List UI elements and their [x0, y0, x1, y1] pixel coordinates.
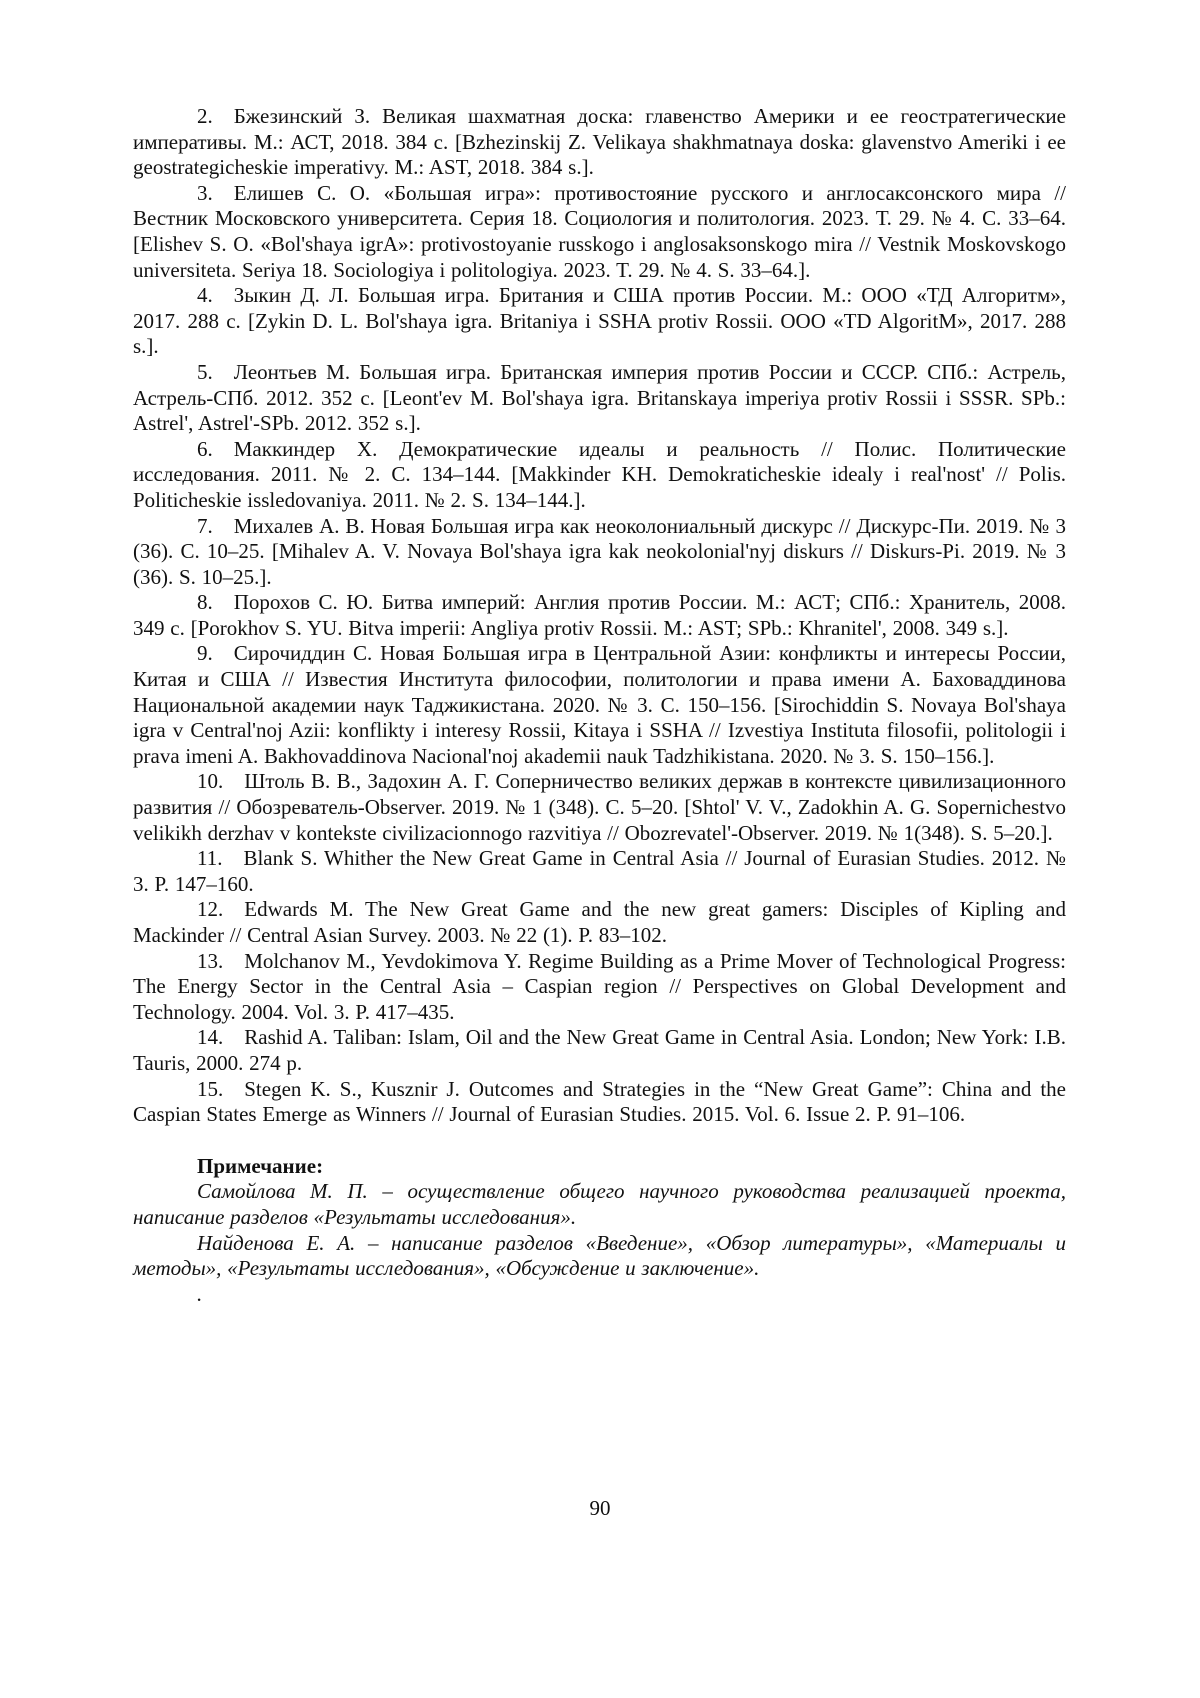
note-paragraph-contributor-2: Найденова Е. А. – написание разделов «Введение», «Обзор литературы», «Материалы и методы», «Результаты исследования», «Обсуждение и заключение».: [133, 1230, 1066, 1281]
page-number: 90: [589, 1496, 611, 1520]
reference-entry-12: 12. Edwards M. The New Great Game and the new great gamers: Disciples of Kipling and Mackinder // Central Asian Survey. 2003. № 22 (1). P. 83–102.: [133, 897, 1066, 947]
reference-entry-14: 14. Rashid A. Taliban: Islam, Oil and the New Great Game in Central Asia. London; New York: I.B. Tauris, 2000. 274 p.: [133, 1025, 1066, 1075]
reference-entry-8: 8. Порохов С. Ю. Битва империй: Англия против России. М.: АСТ; СПб.: Хранитель, 2008. 349 с. [Porokhov S. YU. Bitva imperii: Angliya protiv Rossii. M.: AST; SPb.: Khranitel', 2008. 349 s.].: [133, 590, 1066, 640]
reference-entry-3: 3. Елишев С. О. «Большая игра»: противостояние русского и англосаксонского мира // Вестник Московского университета. Серия 18. Социология и политология. 2023. Т. 29. № 4. С. 33–64. [Elishev S. O. «Bol'shaya igrA»: protivostoyanie russkogo i anglosaksonskogo mira // Vestnik Moskovskogo universiteta. Seriya 18. Sociologiya i politologiya. 2023. T. 29. № 4. S. 33–64.].: [133, 180, 1066, 282]
reference-entry-2: 2. Бжезинский З. Великая шахматная доска: главенство Америки и ее геостратегические императивы. М.: АСТ, 2018. 384 с. [Bzhezinskij Z. Velikaya shakhmatnaya doska: glavenstvo Ameriki i ee geostrategicheskie imperativy. M.: AST, 2018. 384 s.].: [133, 104, 1066, 180]
reference-entry-6: 6. Маккиндер Х. Демократические идеалы и реальность // Полис. Политические исследования. 2011. № 2. С. 134–144. [Makkinder KH. Demokraticheskie idealy i real'nost' // Polis. Politicheskie issledovaniya. 2011. № 2. S. 134–144.].: [133, 436, 1066, 512]
reference-entry-9: 9. Сирочиддин С. Новая Большая игра в Центральной Азии: конфликты и интересы России, Китая и США // Известия Института философии, политологии и права имени А. Баховаддинова Национальной академии наук Таджикистана. 2020. № 3. С. 150–156. [Sirochiddin S. Novaya Bol'shaya igra v Central'noj Azii: konflikty i interesy Rossii, Kitaya i SSHA // Izvestiya Instituta filosofii, politologii i prava imeni A. Bakhovaddinova Nacional'noj akademii nauk Tadzhikistana. 2020. № 3. S. 150–156.].: [133, 641, 1066, 768]
reference-entry-7: 7. Михалев А. В. Новая Большая игра как неоколониальный дискурс // Дискурс-Пи. 2019. № 3 (36). С. 10–25. [Mihalev A. V. Novaya Bol'shaya igra kak neokolonial'nyj diskurs // Diskurs-Pi. 2019. № 3 (36). S. 10–25.].: [133, 513, 1066, 589]
reference-entry-13: 13. Molchanov M., Yevdokimova Y. Regime Building as a Prime Mover of Technological Progress: The Energy Sector in the Central Asia – Caspian region // Perspectives on Global Development and Technology. 2004. Vol. 3. P. 417–435.: [133, 948, 1066, 1024]
note-trailing-period: .: [197, 1281, 203, 1306]
reference-entry-4: 4. Зыкин Д. Л. Большая игра. Британия и США против России. М.: ООО «ТД Алгоритм», 2017. 288 с. [Zykin D. L. Bol'shaya igra. Britaniya i SSHA protiv Rossii. OOO «TD AlgoritM», 2017. 288 s.].: [133, 283, 1066, 359]
note-heading: Примечание:: [197, 1153, 324, 1178]
note-paragraph-contributor-1: Самойлова М. П. – осуществление общего научного руководства реализацией проекта, написание разделов «Результаты исследования».: [133, 1179, 1066, 1229]
reference-entry-11: 11. Blank S. Whither the New Great Game in Central Asia // Journal of Eurasian Studies. 2012. № 3. P. 147–160.: [133, 846, 1066, 896]
references-section: [133, 104, 1066, 1307]
reference-entry-15: 15. Stegen K. S., Kusznir J. Outcomes and Strategies in the “New Great Game”: China and the Caspian States Emerge as Winners // Journal of Eurasian Studies. 2015. Vol. 6. Issue 2. P. 91–106.: [133, 1076, 1066, 1127]
reference-entry-5: 5. Леонтьев М. Большая игра. Британская империя против России и СССР. СПб.: Астрель, Астрель-СПб. 2012. 352 с. [Leont'ev M. Bol'shaya igra. Britanskaya imperiya protiv Rossii i SSSR. SPb.: Astrel', Astrel'-SPb. 2012. 352 s.].: [133, 359, 1066, 436]
reference-entry-10: 10. Штоль В. В., Задохин А. Г. Соперничество великих держав в контексте цивилизационного развития // Обозреватель-Observer. 2019. № 1 (348). С. 5–20. [Shtol' V. V., Zadokhin A. G. Sopernichestvo velikikh derzhav v kontekste civilizacionnogo razvitiya // Obozrevatel'-Observer. 2019. № 1(348). S. 5–20.].: [133, 769, 1066, 845]
